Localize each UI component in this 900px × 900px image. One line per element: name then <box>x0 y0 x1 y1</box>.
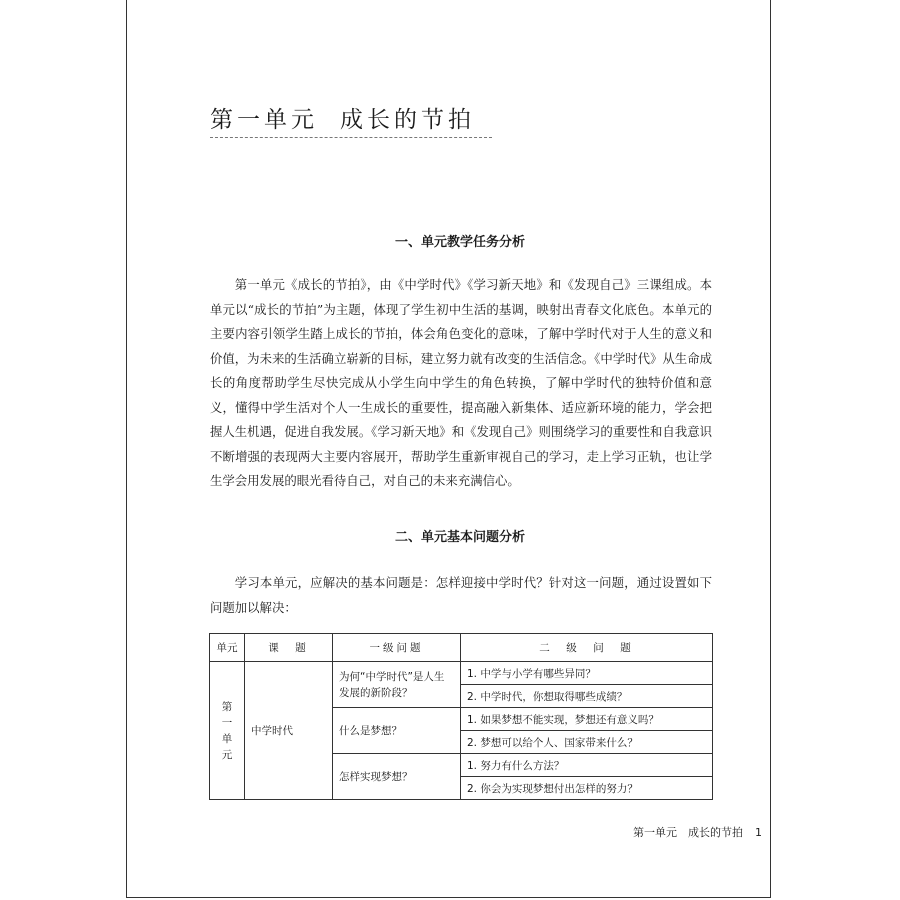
unit-title <box>210 101 475 134</box>
task-analysis-paragraph: 第一单元《成长的节拍》，由《中学时代》《学习新天地》和《发现自己》三课组成。本单元以“成长的节拍”为主题，体现了学生初中生活的基调，映射出青春文化底色。本单元的主要内容引领学生踏上成长的节拍，体会角色变化的意味，了解中学时代对于人生的意义和价值，为未来的生活确立崭新的目标，建立努力就有改变的生活信念。《中学时代》从生命成长的角度帮助学生尽快完成从小学生向中学生的角色转换，了解中学时代的独特价值和意义，懂得中学生活对个人一生成长的重要性，提高融入新集体、适应新环境的能力，学会把握人生机遇，促进自我发展。《学习新天地》和《发现自己》则围绕学习的重要性和自我意识不断增强的表现两大主要内容展开，帮助学生重新审视自己的学习，走上学习正轨，也让学生学会用发展的眼光看待自己，对自己的未来充满信心。 <box>210 277 712 488</box>
table-header-row <box>210 634 713 662</box>
lesson-cell: 中学时代 <box>245 662 333 800</box>
second-level-question: 1. 如果梦想不能实现，梦想还有意义吗？ <box>461 708 713 731</box>
header-first-level: 一级问题 <box>333 634 461 662</box>
section-heading-basic-question: 二、单元基本问题分析 <box>394 530 525 545</box>
running-footer-title: 第一单元 成长的节拍 <box>633 826 743 839</box>
header-lesson: 课 题 <box>245 634 333 662</box>
unit-title-number: 第一单元 <box>210 107 318 133</box>
second-level-question: 2. 中学时代，你想取得哪些成绩？ <box>461 685 713 708</box>
unit-cell <box>210 662 245 800</box>
header-unit: 单元 <box>210 634 245 662</box>
unit-title-name: 成长的节拍 <box>340 107 475 133</box>
first-level-question: 什么是梦想？ <box>333 708 461 754</box>
second-level-question: 2. 梦想可以给个人、国家带来什么？ <box>461 731 713 754</box>
first-level-question: 为何“中学时代”是人生发展的新阶段？ <box>333 662 461 708</box>
section-heading-task-analysis: 一、单元教学任务分析 <box>394 235 525 250</box>
second-level-question: 2. 你会为实现梦想付出怎样的努力？ <box>461 777 713 800</box>
question-table <box>209 633 713 800</box>
second-level-question: 1. 努力有什么方法？ <box>461 754 713 777</box>
title-dashed-divider <box>210 137 492 138</box>
unit-cell-text: 第一单元 <box>221 700 233 761</box>
table-row <box>210 662 713 685</box>
first-level-question: 怎样实现梦想？ <box>333 754 461 800</box>
second-level-question: 1. 中学与小学有哪些异同？ <box>461 662 713 685</box>
header-second-level: 二 级 问 题 <box>461 634 713 662</box>
basic-question-paragraph: 学习本单元，应解决的基本问题是：怎样迎接中学时代？针对这一问题，通过设置如下问题加以解决： <box>210 575 712 615</box>
page-number: 1 <box>755 826 762 839</box>
page-footer <box>633 824 762 840</box>
